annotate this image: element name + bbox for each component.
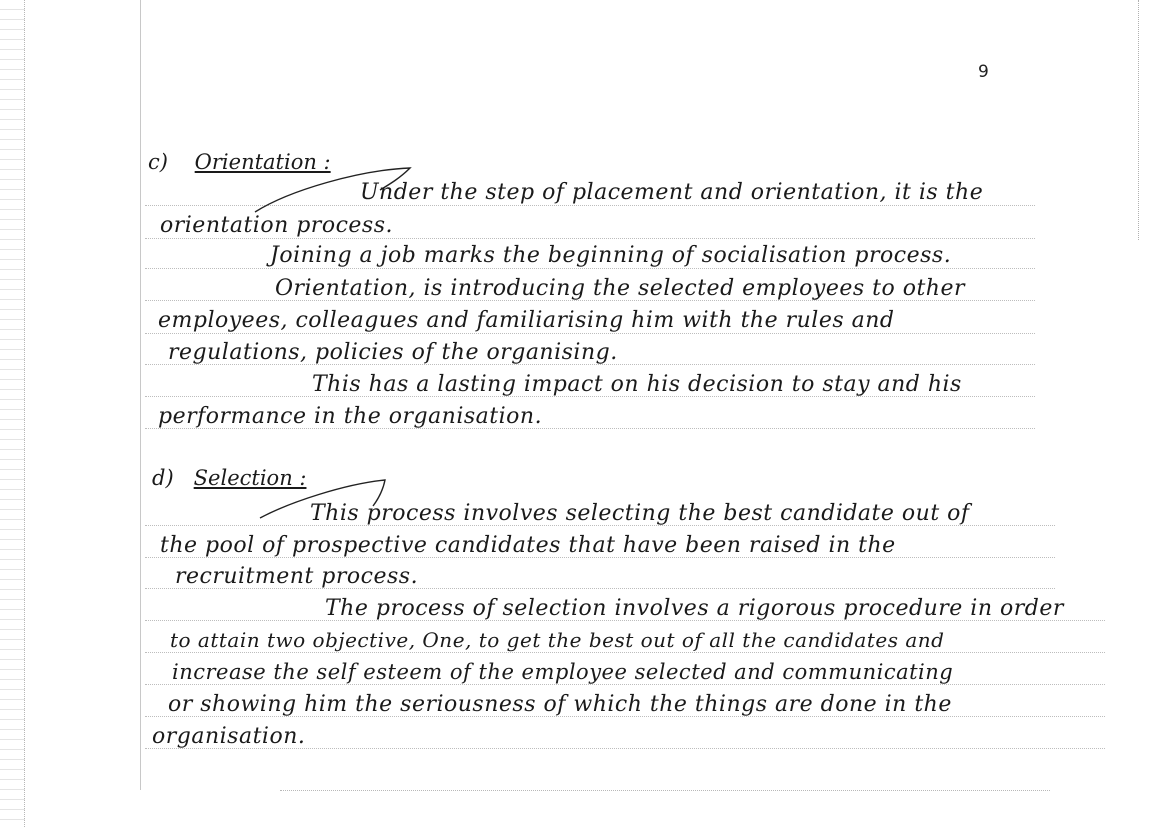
selection-line-3: recruitment process. [175, 564, 419, 589]
selection-line-2: the pool of prospective candidates that have been raised in the [160, 533, 896, 558]
selection-line-1: This process involves selecting the best candidate out of [310, 501, 970, 526]
ruled-line [145, 333, 1035, 334]
page-number: 9 [978, 62, 989, 82]
orientation-line-3: Joining a job marks the beginning of socialisation process. [270, 243, 952, 268]
selection-line-7: or showing him the seriousness of which the things are done in the [168, 692, 952, 717]
orientation-line-1: Under the step of placement and orientation, it is the [360, 180, 984, 205]
section-title: Selection : [193, 466, 307, 490]
orientation-line-5: employees, colleagues and familiarising him with the rules and [158, 308, 895, 333]
ruled-line [145, 652, 1105, 653]
selection-line-6: increase the self esteem of the employee selected and communicating [172, 660, 954, 684]
ruled-line [145, 238, 1035, 239]
orientation-line-8: performance in the organisation. [158, 404, 543, 429]
selection-line-5: to attain two objective, One, to get the best out of all the candidates and [170, 628, 945, 652]
margin-line [140, 0, 141, 790]
orientation-line-7: This has a lasting impact on his decision to stay and his [312, 372, 962, 397]
orientation-line-2: orientation process. [160, 213, 393, 238]
right-edge-mark [1138, 0, 1139, 240]
selection-line-4: The process of selection involves a rigorous procedure in order [325, 596, 1064, 621]
orientation-line-4: Orientation, is introducing the selected employees to other [275, 276, 966, 301]
selection-line-8: organisation. [152, 724, 306, 749]
section-marker: d) [152, 466, 174, 490]
ruled-line [145, 268, 1035, 269]
ruled-line [145, 684, 1105, 685]
footer-rule [280, 790, 1050, 791]
section-marker: c) [148, 150, 168, 174]
section-title: Orientation : [194, 150, 331, 174]
orientation-line-6: regulations, policies of the organising. [168, 340, 618, 365]
binding-edge [0, 0, 25, 827]
